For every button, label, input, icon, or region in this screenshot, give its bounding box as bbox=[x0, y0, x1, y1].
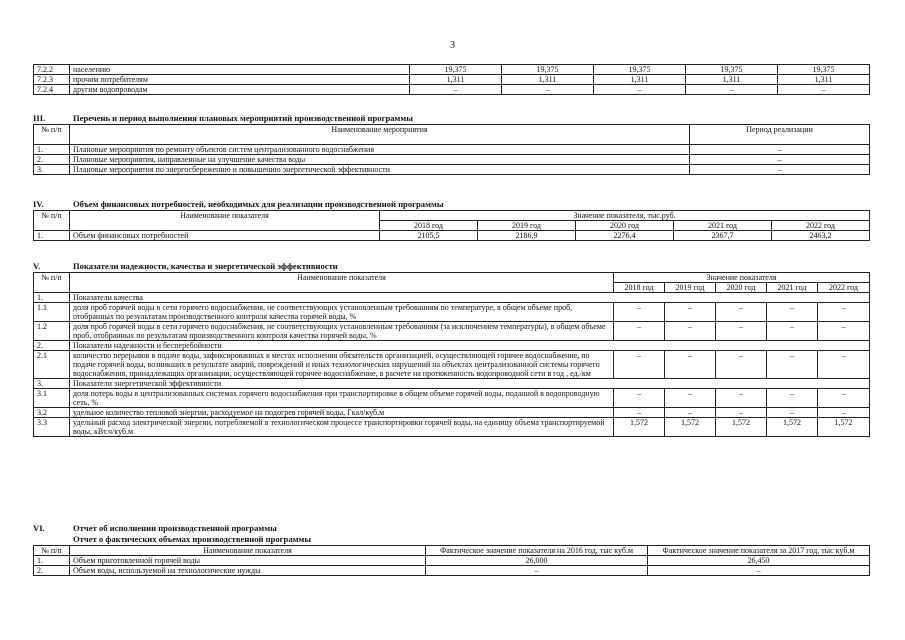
row-value: 2105,5 bbox=[380, 231, 478, 241]
row-value: 1,311 bbox=[778, 75, 870, 85]
section-4-block bbox=[33, 210, 869, 241]
row-value: – bbox=[767, 408, 818, 418]
row-value: – bbox=[665, 389, 716, 408]
row-value: – bbox=[614, 303, 665, 322]
year-header: 2020 год bbox=[576, 221, 674, 231]
column-header: Наименование мероприятия bbox=[70, 125, 690, 145]
section-title: Показатели надежности, качества и энергетической эффективности bbox=[73, 261, 338, 271]
row-value: 19,375 bbox=[778, 65, 870, 75]
row-value: 1,311 bbox=[686, 75, 778, 85]
group-name: Показатели надежности и бесперебойности bbox=[70, 341, 870, 351]
row-number: 1. bbox=[34, 293, 70, 303]
row-value: 2186,9 bbox=[478, 231, 576, 241]
row-value: – bbox=[665, 303, 716, 322]
row-number: 1. bbox=[34, 556, 70, 566]
row-name: количество перерывов в подаче воды, зафиксированных в местах исполнения обязательств организацией, осуществляющей горячее водоснабжение, по подаче горячей воды, возникших в результате аварий, повреждений и иных технологических нарушений на объектах централизованной системы горячего водоснабжения, принадлежащих организации, осуществляющей горячее водоснабжение, в расчете на протяженность водопроводной сети в год , ед./км bbox=[70, 351, 614, 379]
year-header: 2021 год bbox=[767, 283, 818, 293]
row-number: 1.2 bbox=[34, 322, 70, 341]
section-3-heading bbox=[33, 113, 413, 123]
row-value: 19,375 bbox=[410, 65, 502, 75]
year-header: 2022 год bbox=[818, 283, 870, 293]
row-number: 3. bbox=[34, 165, 70, 175]
column-header: Период реализации bbox=[690, 125, 870, 145]
top-table bbox=[33, 64, 870, 95]
row-name: населению bbox=[70, 65, 410, 75]
row-value: – bbox=[665, 351, 716, 379]
section-number: IV. bbox=[33, 199, 44, 209]
section-number: VI. bbox=[33, 523, 45, 533]
column-header: Значение показателя, тыс.руб. bbox=[380, 211, 870, 221]
section-title: Объем финансовых потребностей, необходимых для реализации производственной программы bbox=[73, 199, 444, 209]
table-row bbox=[34, 303, 870, 322]
year-header: 2020 год bbox=[716, 283, 767, 293]
year-header: 2021 год bbox=[674, 221, 772, 231]
row-name: Объем финансовых потребностей bbox=[70, 231, 380, 241]
row-name: удельный расход электрической энергии, потребляемой в технологическом процессе транспортировки горячей воды, на единицу объема транспортируемой воды, кВт.ч/куб.м bbox=[70, 418, 614, 437]
year-header: 2019 год bbox=[478, 221, 576, 231]
row-name: другим водопроводам bbox=[70, 85, 410, 95]
table-row bbox=[34, 389, 870, 408]
row-value: 2367,7 bbox=[674, 231, 772, 241]
year-header: 2018 год bbox=[614, 283, 665, 293]
row-value: – bbox=[686, 85, 778, 95]
row-value: – bbox=[716, 389, 767, 408]
year-header: 2022 год bbox=[772, 221, 870, 231]
row-number: 1. bbox=[34, 231, 70, 241]
row-value: – bbox=[767, 322, 818, 341]
row-number: 7.2.3 bbox=[34, 75, 70, 85]
indicators-table bbox=[33, 272, 870, 437]
row-value: – bbox=[594, 85, 686, 95]
section-6-heading bbox=[33, 523, 277, 533]
row-value: 19,375 bbox=[686, 65, 778, 75]
table-row bbox=[34, 75, 870, 85]
row-value: 2276,4 bbox=[576, 231, 674, 241]
row-value: – bbox=[690, 145, 870, 155]
row-value: – bbox=[818, 322, 870, 341]
row-number: 3.1 bbox=[34, 389, 70, 408]
column-header: Наименование показателя bbox=[70, 273, 614, 293]
top-table-block bbox=[33, 64, 869, 95]
section-4-heading bbox=[33, 199, 444, 209]
column-header: Наименование показателя bbox=[70, 211, 380, 231]
row-value: 1,572 bbox=[818, 418, 870, 437]
row-value: – bbox=[502, 85, 594, 95]
section-number: V. bbox=[33, 261, 41, 271]
row-value: 2463,2 bbox=[772, 231, 870, 241]
row-value: 1,572 bbox=[767, 418, 818, 437]
row-name: прочим потребителям bbox=[70, 75, 410, 85]
row-value: 1,311 bbox=[410, 75, 502, 85]
section-6-subtitle: Отчет о фактических объемах производственной программы bbox=[73, 534, 312, 544]
table-row bbox=[34, 418, 870, 437]
row-value: 26,450 bbox=[648, 556, 870, 566]
group-name: Показатели качества bbox=[70, 293, 870, 303]
column-header: Наименование показателя bbox=[70, 546, 426, 556]
table-row bbox=[34, 351, 870, 379]
report-table bbox=[33, 545, 870, 576]
row-value: – bbox=[767, 303, 818, 322]
row-value: 19,375 bbox=[502, 65, 594, 75]
row-value: – bbox=[818, 303, 870, 322]
finance-table bbox=[33, 210, 870, 241]
page-number: 3 bbox=[450, 40, 455, 51]
row-value: – bbox=[818, 351, 870, 379]
section-title: Отчет об исполнении производственной программы bbox=[73, 523, 277, 533]
row-value: – bbox=[665, 322, 716, 341]
column-header: Фактическое значение показателя за 2017 год, тыс куб.м bbox=[648, 546, 870, 556]
column-header: № п/п bbox=[34, 546, 70, 556]
row-value: 1,572 bbox=[665, 418, 716, 437]
table-row bbox=[34, 145, 870, 155]
section-5-heading bbox=[33, 261, 338, 271]
row-value: – bbox=[716, 303, 767, 322]
table-row bbox=[34, 556, 870, 566]
measures-table bbox=[33, 124, 870, 175]
row-value: 1,311 bbox=[594, 75, 686, 85]
row-name: Объем приготовленной горячей воды bbox=[70, 556, 426, 566]
table-group-row bbox=[34, 293, 870, 303]
row-name: доля проб горячей воды в сети горячего водоснабжения, не соответствующих установленным требованиям по температуре, в общем объеме проб, отобранных по результатам производственного контроля качества горячей воды, % bbox=[70, 303, 614, 322]
row-number: 2. bbox=[34, 566, 70, 576]
table-row bbox=[34, 322, 870, 341]
row-number: 3.3 bbox=[34, 418, 70, 437]
table-row bbox=[34, 65, 870, 75]
row-number: 3. bbox=[34, 379, 70, 389]
table-header-row bbox=[34, 273, 870, 283]
table-row bbox=[34, 155, 870, 165]
table-header-row bbox=[34, 125, 870, 145]
table-row bbox=[34, 165, 870, 175]
row-value: – bbox=[778, 85, 870, 95]
row-name: Плановые мероприятия, направленные на улучшение качества воды bbox=[70, 155, 690, 165]
column-header: Значение показателя bbox=[614, 273, 870, 283]
row-value: 19,375 bbox=[594, 65, 686, 75]
table-row bbox=[34, 408, 870, 418]
row-number: 2. bbox=[34, 341, 70, 351]
row-number: 7.2.4 bbox=[34, 85, 70, 95]
row-value: – bbox=[648, 566, 870, 576]
table-row bbox=[34, 566, 870, 576]
row-value: – bbox=[614, 351, 665, 379]
row-number: 2. bbox=[34, 155, 70, 165]
row-value: – bbox=[767, 351, 818, 379]
row-value: 26,000 bbox=[426, 556, 648, 566]
row-name: удельное количество тепловой энергии, расходуемое на подогрев горячей воды, Гкал/куб.м bbox=[70, 408, 614, 418]
row-value: – bbox=[690, 165, 870, 175]
row-name: доля потерь воды в централизованных системах горячего водоснабжения при транспортировке в общем объеме горячей воды, поданной в водопроводную сеть, % bbox=[70, 389, 614, 408]
row-name: Плановые мероприятия по энергосбережению и повышению энергетической эффективности bbox=[70, 165, 690, 175]
row-value: – bbox=[818, 408, 870, 418]
row-number: 7.2.2 bbox=[34, 65, 70, 75]
row-value: – bbox=[614, 408, 665, 418]
section-6-block bbox=[33, 545, 869, 576]
column-header: № п/п bbox=[34, 273, 70, 293]
column-header: № п/п bbox=[34, 125, 70, 145]
table-row bbox=[34, 231, 870, 241]
row-value: – bbox=[426, 566, 648, 576]
section-3-block bbox=[33, 124, 869, 175]
row-value: – bbox=[716, 322, 767, 341]
table-group-row bbox=[34, 379, 870, 389]
table-row bbox=[34, 85, 870, 95]
row-value: – bbox=[716, 408, 767, 418]
section-5-block bbox=[33, 272, 869, 437]
row-value: 1,572 bbox=[716, 418, 767, 437]
row-value: – bbox=[614, 389, 665, 408]
table-header-row bbox=[34, 211, 870, 221]
row-value: – bbox=[818, 389, 870, 408]
section-title: Перечень и период выполнения плановых мероприятий производственной программы bbox=[73, 113, 413, 123]
row-number: 2.1 bbox=[34, 351, 70, 379]
section-number: III. bbox=[33, 113, 46, 123]
column-header: Фактическое значение показателя на 2016 год, тыс куб.м bbox=[426, 546, 648, 556]
row-number: 1.1 bbox=[34, 303, 70, 322]
row-value: 1,572 bbox=[614, 418, 665, 437]
row-value: 1,311 bbox=[502, 75, 594, 85]
group-name: Показатели энергетической эффективности bbox=[70, 379, 870, 389]
table-group-row bbox=[34, 341, 870, 351]
row-value: – bbox=[767, 389, 818, 408]
row-number: 3.2 bbox=[34, 408, 70, 418]
row-value: – bbox=[690, 155, 870, 165]
row-name: Плановые мероприятия по ремонту объектов систем централизованного водоснабжения bbox=[70, 145, 690, 155]
year-header: 2019 год bbox=[665, 283, 716, 293]
row-value: – bbox=[410, 85, 502, 95]
row-value: – bbox=[614, 322, 665, 341]
column-header: № п/п bbox=[34, 211, 70, 231]
row-value: – bbox=[716, 351, 767, 379]
table-header-row bbox=[34, 546, 870, 556]
row-name: Объем воды, используемой на технологические нужды bbox=[70, 566, 426, 576]
row-name: доля проб горячей воды в сети горячего водоснабжения, не соответствующих установленным требованиям (за исключением температуры), в общем объеме проб, отобранных по результатам производственного контроля качества горячей воды, % bbox=[70, 322, 614, 341]
year-header: 2018 год bbox=[380, 221, 478, 231]
row-number: 1. bbox=[34, 145, 70, 155]
row-value: – bbox=[665, 408, 716, 418]
